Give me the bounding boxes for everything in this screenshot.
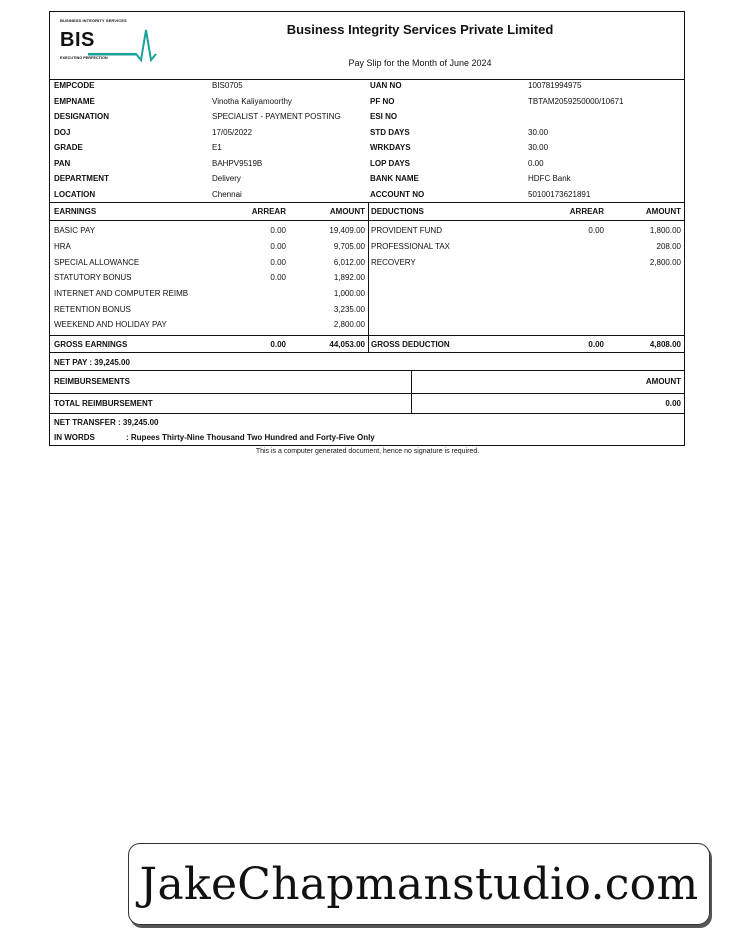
info-label: ESI NO (370, 112, 398, 121)
gross-deduction-arrear: 0.00 (588, 340, 604, 349)
info-value: E1 (212, 143, 222, 152)
info-value: SPECIALIST - PAYMENT POSTING (212, 112, 341, 121)
info-value: BAHPV9519B (212, 158, 263, 168)
earning-name: RETENTION BONUS (54, 304, 131, 314)
info-label: EMPCODE (54, 81, 95, 90)
info-label: DOJ (54, 127, 71, 137)
info-label: DESIGNATION (54, 112, 109, 121)
info-value: 100781994975 (528, 81, 582, 90)
info-value: 17/05/2022 (212, 127, 253, 137)
info-value: BIS0705 (212, 81, 243, 90)
section-rule (50, 393, 684, 394)
info-row (50, 81, 684, 96)
company-logo (58, 18, 158, 68)
deductions-amount-header: AMOUNT (645, 207, 681, 216)
section-rule (50, 413, 684, 414)
earning-arrear: 0.00 (270, 257, 286, 267)
payslip (49, 11, 685, 446)
section-rule (50, 352, 684, 353)
gross-earnings-amount: 44,053.00 (329, 340, 365, 349)
payslip-header (50, 12, 684, 80)
info-row (50, 174, 684, 189)
info-label: DEPARTMENT (54, 174, 109, 183)
info-value: 0.00 (528, 158, 544, 168)
info-label: STD DAYS (370, 127, 410, 137)
info-value: Delivery (212, 174, 241, 183)
net-pay: NET PAY : 39,245.00 (54, 358, 130, 367)
info-label: GRADE (54, 143, 83, 152)
gross-deduction-label: GROSS DEDUCTION (371, 340, 450, 349)
in-words-label: IN WORDS (54, 433, 95, 442)
earning-arrear: 0.00 (270, 226, 286, 235)
net-transfer: NET TRANSFER : 39,245.00 (54, 418, 159, 427)
table-rule (50, 220, 684, 221)
earning-amount: 6,012.00 (333, 257, 365, 267)
info-row (50, 159, 684, 174)
in-words-value: : Rupees Thirty-Nine Thousand Two Hundred and Forty-Five Only (126, 433, 375, 442)
deduction-amount: 1,800.00 (649, 226, 681, 235)
earning-amount: 9,705.00 (333, 242, 365, 251)
earning-amount: 1,000.00 (333, 289, 365, 298)
deduction-arrear: 0.00 (588, 226, 604, 235)
gross-earnings-label: GROSS EARNINGS (54, 340, 128, 349)
deductions-header: DEDUCTIONS (371, 207, 424, 216)
info-row (50, 143, 684, 158)
info-row (50, 128, 684, 143)
earning-amount: 2,800.00 (333, 320, 365, 329)
reimbursements-header: REIMBURSEMENTS (54, 377, 131, 386)
info-value: 30.00 (528, 143, 549, 152)
logo-tagline: EXECUTING PERFECTION (60, 56, 108, 60)
info-label: ACCOUNT NO (370, 189, 425, 199)
watermark-banner: JakeChapmanstudio.com (128, 843, 710, 925)
deduction-name: RECOVERY (371, 257, 416, 267)
info-value: Vinotha Kaliyamoorthy (212, 96, 292, 106)
info-row (50, 112, 684, 127)
info-label: LOP DAYS (370, 158, 411, 168)
earning-name: HRA (54, 242, 71, 251)
deductions-arrear-header: ARREAR (569, 207, 604, 216)
info-value: Chennai (212, 189, 242, 199)
employee-info (50, 79, 684, 203)
info-label: PF NO (370, 96, 395, 106)
info-value: TBTAM2059250000/10671 (528, 96, 624, 106)
logo-top-text: BUSINESS INTEGRITY SERVICES (60, 18, 127, 23)
gross-earnings-arrear: 0.00 (270, 340, 286, 349)
earning-arrear: 0.00 (270, 273, 286, 282)
logo-mark: BIS (60, 29, 95, 51)
info-value: 30.00 (528, 127, 549, 137)
deduction-amount: 208.00 (656, 242, 681, 251)
footnote: This is a computer generated document, hence no signature is required. (255, 448, 480, 455)
earning-name: INTERNET AND COMPUTER REIMB (54, 289, 189, 298)
info-value: HDFC Bank (528, 174, 571, 183)
earning-name: BASIC PAY (54, 226, 96, 235)
company-name: Business Integrity Services Private Limited (286, 22, 554, 37)
section-rule (50, 370, 684, 371)
info-row (50, 97, 684, 112)
info-label: UAN NO (370, 81, 402, 90)
info-value: 50100173621891 (528, 189, 591, 199)
earning-amount: 3,235.00 (333, 304, 365, 314)
info-label: BANK NAME (370, 174, 419, 183)
total-reimbursement-label: TOTAL REIMBURSEMENT (54, 399, 153, 408)
earnings-amount-header: AMOUNT (329, 207, 365, 216)
earning-name: WEEKEND AND HOLIDAY PAY (54, 320, 167, 329)
earnings-deductions-table (50, 202, 684, 352)
earning-name: SPECIAL ALLOWANCE (54, 257, 140, 267)
info-label: LOCATION (54, 189, 96, 199)
deduction-amount: 2,800.00 (649, 257, 681, 267)
earning-name: STATUTORY BONUS (54, 273, 132, 282)
reimb-divider (411, 370, 412, 413)
total-reimbursement-value: 0.00 (665, 399, 681, 408)
info-label: WRKDAYS (370, 143, 411, 152)
deduction-name: PROFESSIONAL TAX (371, 242, 450, 251)
earnings-header: EARNINGS (54, 207, 97, 216)
reimbursements-amount-header: AMOUNT (645, 377, 681, 386)
deduction-name: PROVIDENT FUND (371, 226, 442, 235)
table-rule (50, 335, 684, 336)
earning-amount: 1,892.00 (333, 273, 365, 282)
earning-arrear: 0.00 (270, 242, 286, 251)
info-label: EMPNAME (54, 96, 95, 106)
payslip-subtitle: Pay Slip for the Month of June 2024 (348, 58, 492, 68)
earnings-arrear-header: ARREAR (251, 207, 286, 216)
table-divider (368, 202, 369, 352)
info-label: PAN (54, 158, 71, 168)
earning-amount: 19,409.00 (329, 226, 365, 235)
gross-deduction-amount: 4,808.00 (649, 340, 681, 349)
